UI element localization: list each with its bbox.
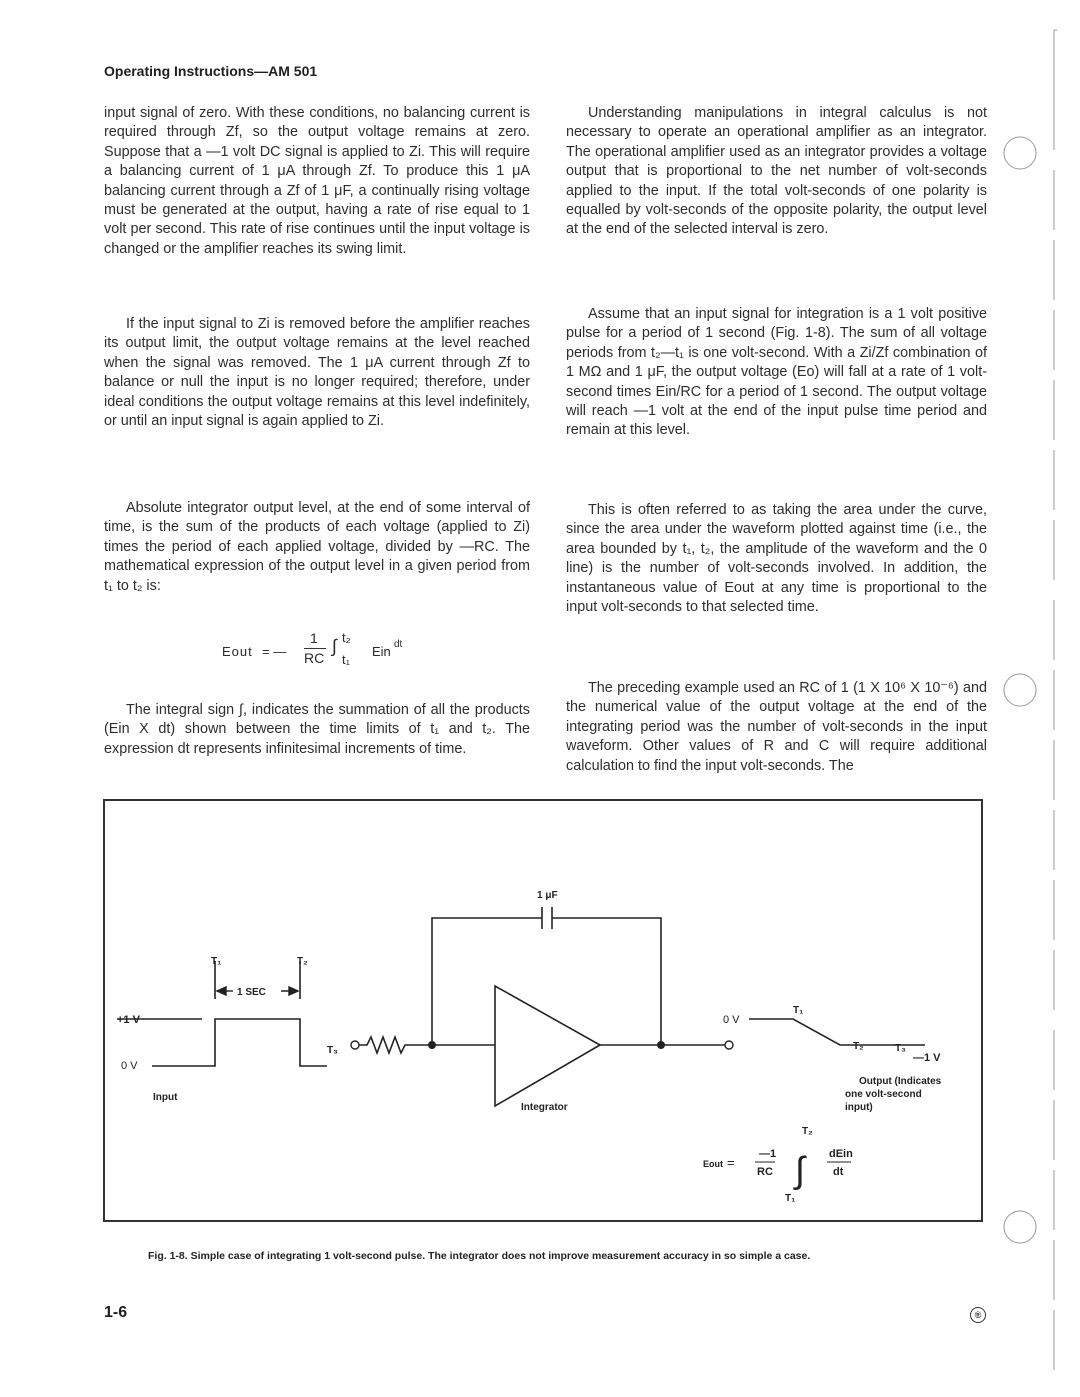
capacitor-label: 1 μF — [537, 890, 558, 901]
eq-numerator: —1 — [759, 1148, 777, 1160]
integrator-circuit-diagram — [105, 801, 981, 1220]
input-terminal — [351, 1041, 359, 1049]
binder-margin-marks — [1000, 20, 1070, 1380]
output-note-line-2: one volt-second — [845, 1089, 922, 1100]
binder-hole-icon — [1004, 674, 1036, 706]
output-note-line-3: input) — [845, 1102, 873, 1113]
feedback-wire-right — [552, 918, 661, 1045]
formula-lhs: Eout — [222, 644, 253, 659]
capacitor-symbol — [542, 907, 552, 929]
output-note-line-1: Output (Indicates — [859, 1076, 942, 1087]
formula-equals: = — — [262, 644, 287, 659]
formula-integral-sign: ∫ — [332, 636, 337, 656]
page-number: 1-6 — [104, 1304, 128, 1321]
label-minus-1v: —1 V — [913, 1052, 941, 1064]
left-paragraph-3: Absolute integrator output level, at the end of some interval of time, is the sum of the products of each voltage (applied to Zi) times the period of each applied voltage, divided by —RC. The mathematical expression of the output level in a given period from t₁ to t₂ is: — [104, 500, 530, 594]
formula-denominator: RC — [304, 650, 325, 666]
formula-upper-limit: t₂ — [342, 630, 351, 645]
formula-fraction-bar — [304, 648, 326, 649]
binder-hole-icon — [1004, 137, 1036, 169]
label-plus-1v: +1 V — [117, 1014, 140, 1026]
label-integrator: Integrator — [521, 1102, 568, 1113]
tektronix-logo: ® — [970, 1307, 986, 1323]
label-t2-output: T₂ — [853, 1041, 864, 1052]
label-t1-output: T₁ — [793, 1005, 804, 1016]
left-paragraph-1: input signal of zero. With these conditions, no balancing current is required through Zf, so the output voltage remains at zero. Suppose that a —1 volt DC signal is applied to Zi. This will require a balancing current of 1 μA through Zf. To produce this 1 μA balancing current through a Zf of 1 μF, a continually rising voltage must be generated at the output, having a rate of rise equal to 1 volt per second. This rate of rise continues until the input voltage is changed or the amplifier reaches its swing limit. — [104, 105, 530, 257]
left-paragraph-4: The integral sign ∫, indicates the summation of all the products (Ein X dt) shown between the time limits of t₁ and t₂. The expression dt represents infinitesimal increments of time. — [104, 702, 530, 757]
eq-dnum: dEin — [829, 1148, 853, 1160]
junction-dot-input — [428, 1041, 436, 1049]
figure-1-8 — [103, 799, 983, 1222]
binder-hole-icon — [1004, 1211, 1036, 1243]
label-input: Input — [153, 1092, 178, 1103]
right-paragraph-3: This is often referred to as taking the area under the curve, since the area under the waveform plotted against time (i.e., the area bounded by t₁, t₂, the amplitude of the waveform and the 0 line) is the number of volt-seconds involved. In addition, the instantaneous value of Eout at any time is proportional to the input volt-seconds to that selected time. — [566, 502, 987, 616]
formula-numerator: 1 — [310, 630, 318, 646]
label-t1-input: T₁ — [211, 956, 222, 967]
formula-lower-limit: t₁ — [342, 652, 350, 667]
integral-formula — [222, 630, 442, 674]
label-zero-v-right: 0 V — [723, 1014, 740, 1026]
eq-denominator: RC — [757, 1166, 773, 1178]
op-amp-triangle — [495, 986, 600, 1106]
arrow-right-head — [289, 987, 298, 995]
eq-lower-limit: T₁ — [785, 1193, 796, 1204]
input-resistor — [355, 1037, 495, 1053]
eq-upper-limit: T₂ — [802, 1126, 813, 1137]
eq-integral: ∫ — [795, 1149, 805, 1190]
right-paragraph-1: Understanding manipulations in integral calculus is not necessary to operate an operational amplifier as an integrator. The operational amplifier used as an integrator provides a voltage output that is proportional to the net number of volt-seconds applied to the input. If the total volt-seconds of one polarity is equalled by volt-seconds of the opposite polarity, the output level at the end of the selected interval is zero. — [566, 105, 987, 238]
right-paragraph-2: Assume that an input signal for integration is a 1 volt positive pulse for a period of 1 second (Fig. 1-8). The sum of all voltage periods from t₂—t₁ is one volt-second. With a Zi/Zf combination of 1 MΩ and 1 μF, the output voltage (Eo) will fall at a rate of 1 volt-second times Ein/RC for a period of 1 second. The output voltage will reach —1 volt at the end of the input pulse time period and remain at this level. — [566, 306, 987, 439]
label-t2-input: T₂ — [297, 956, 308, 967]
figure-caption: Fig. 1-8. Simple case of integrating 1 volt-second pulse. The integrator does not improve measurement accuracy in so simple a case. — [148, 1250, 811, 1262]
formula-integrand: Ein — [372, 644, 391, 659]
label-t3-output: T₃ — [895, 1043, 906, 1054]
output-terminal — [725, 1041, 733, 1049]
eq-equals: = — [727, 1155, 735, 1170]
label-t3-terminal: T₃ — [327, 1045, 338, 1056]
input-pulse-waveform — [152, 1019, 327, 1066]
label-zero-v-left: 0 V — [121, 1060, 138, 1072]
arrow-left-head — [217, 987, 226, 995]
page-header: Operating Instructions—AM 501 — [104, 63, 318, 79]
right-paragraph-4: The preceding example used an RC of 1 (1 X 10⁶ X 10⁻⁶) and the numerical value of the output voltage at the end of the integrating period was the number of volt-seconds in the input waveform. Other values of R and C will require additional calculation to find the input volt-seconds. The — [566, 680, 987, 774]
eq-dden: dt — [833, 1166, 844, 1178]
left-paragraph-2: If the input signal to Zi is removed before the amplifier reaches its output limit, the output voltage remains at the level reached when the signal was removed. The 1 μA current through Zf to balance or null the input is no longer required; therefore, under ideal conditions the output voltage remains at this level indefinitely, or until an input signal is again applied to Zi. — [104, 316, 530, 430]
feedback-wire-left — [432, 918, 542, 1045]
formula-differential: dt — [394, 639, 403, 650]
label-one-sec: 1 SEC — [237, 987, 266, 998]
junction-dot-output — [657, 1041, 665, 1049]
output-waveform — [749, 1019, 925, 1045]
eq-lhs: Eout — [703, 1159, 723, 1169]
